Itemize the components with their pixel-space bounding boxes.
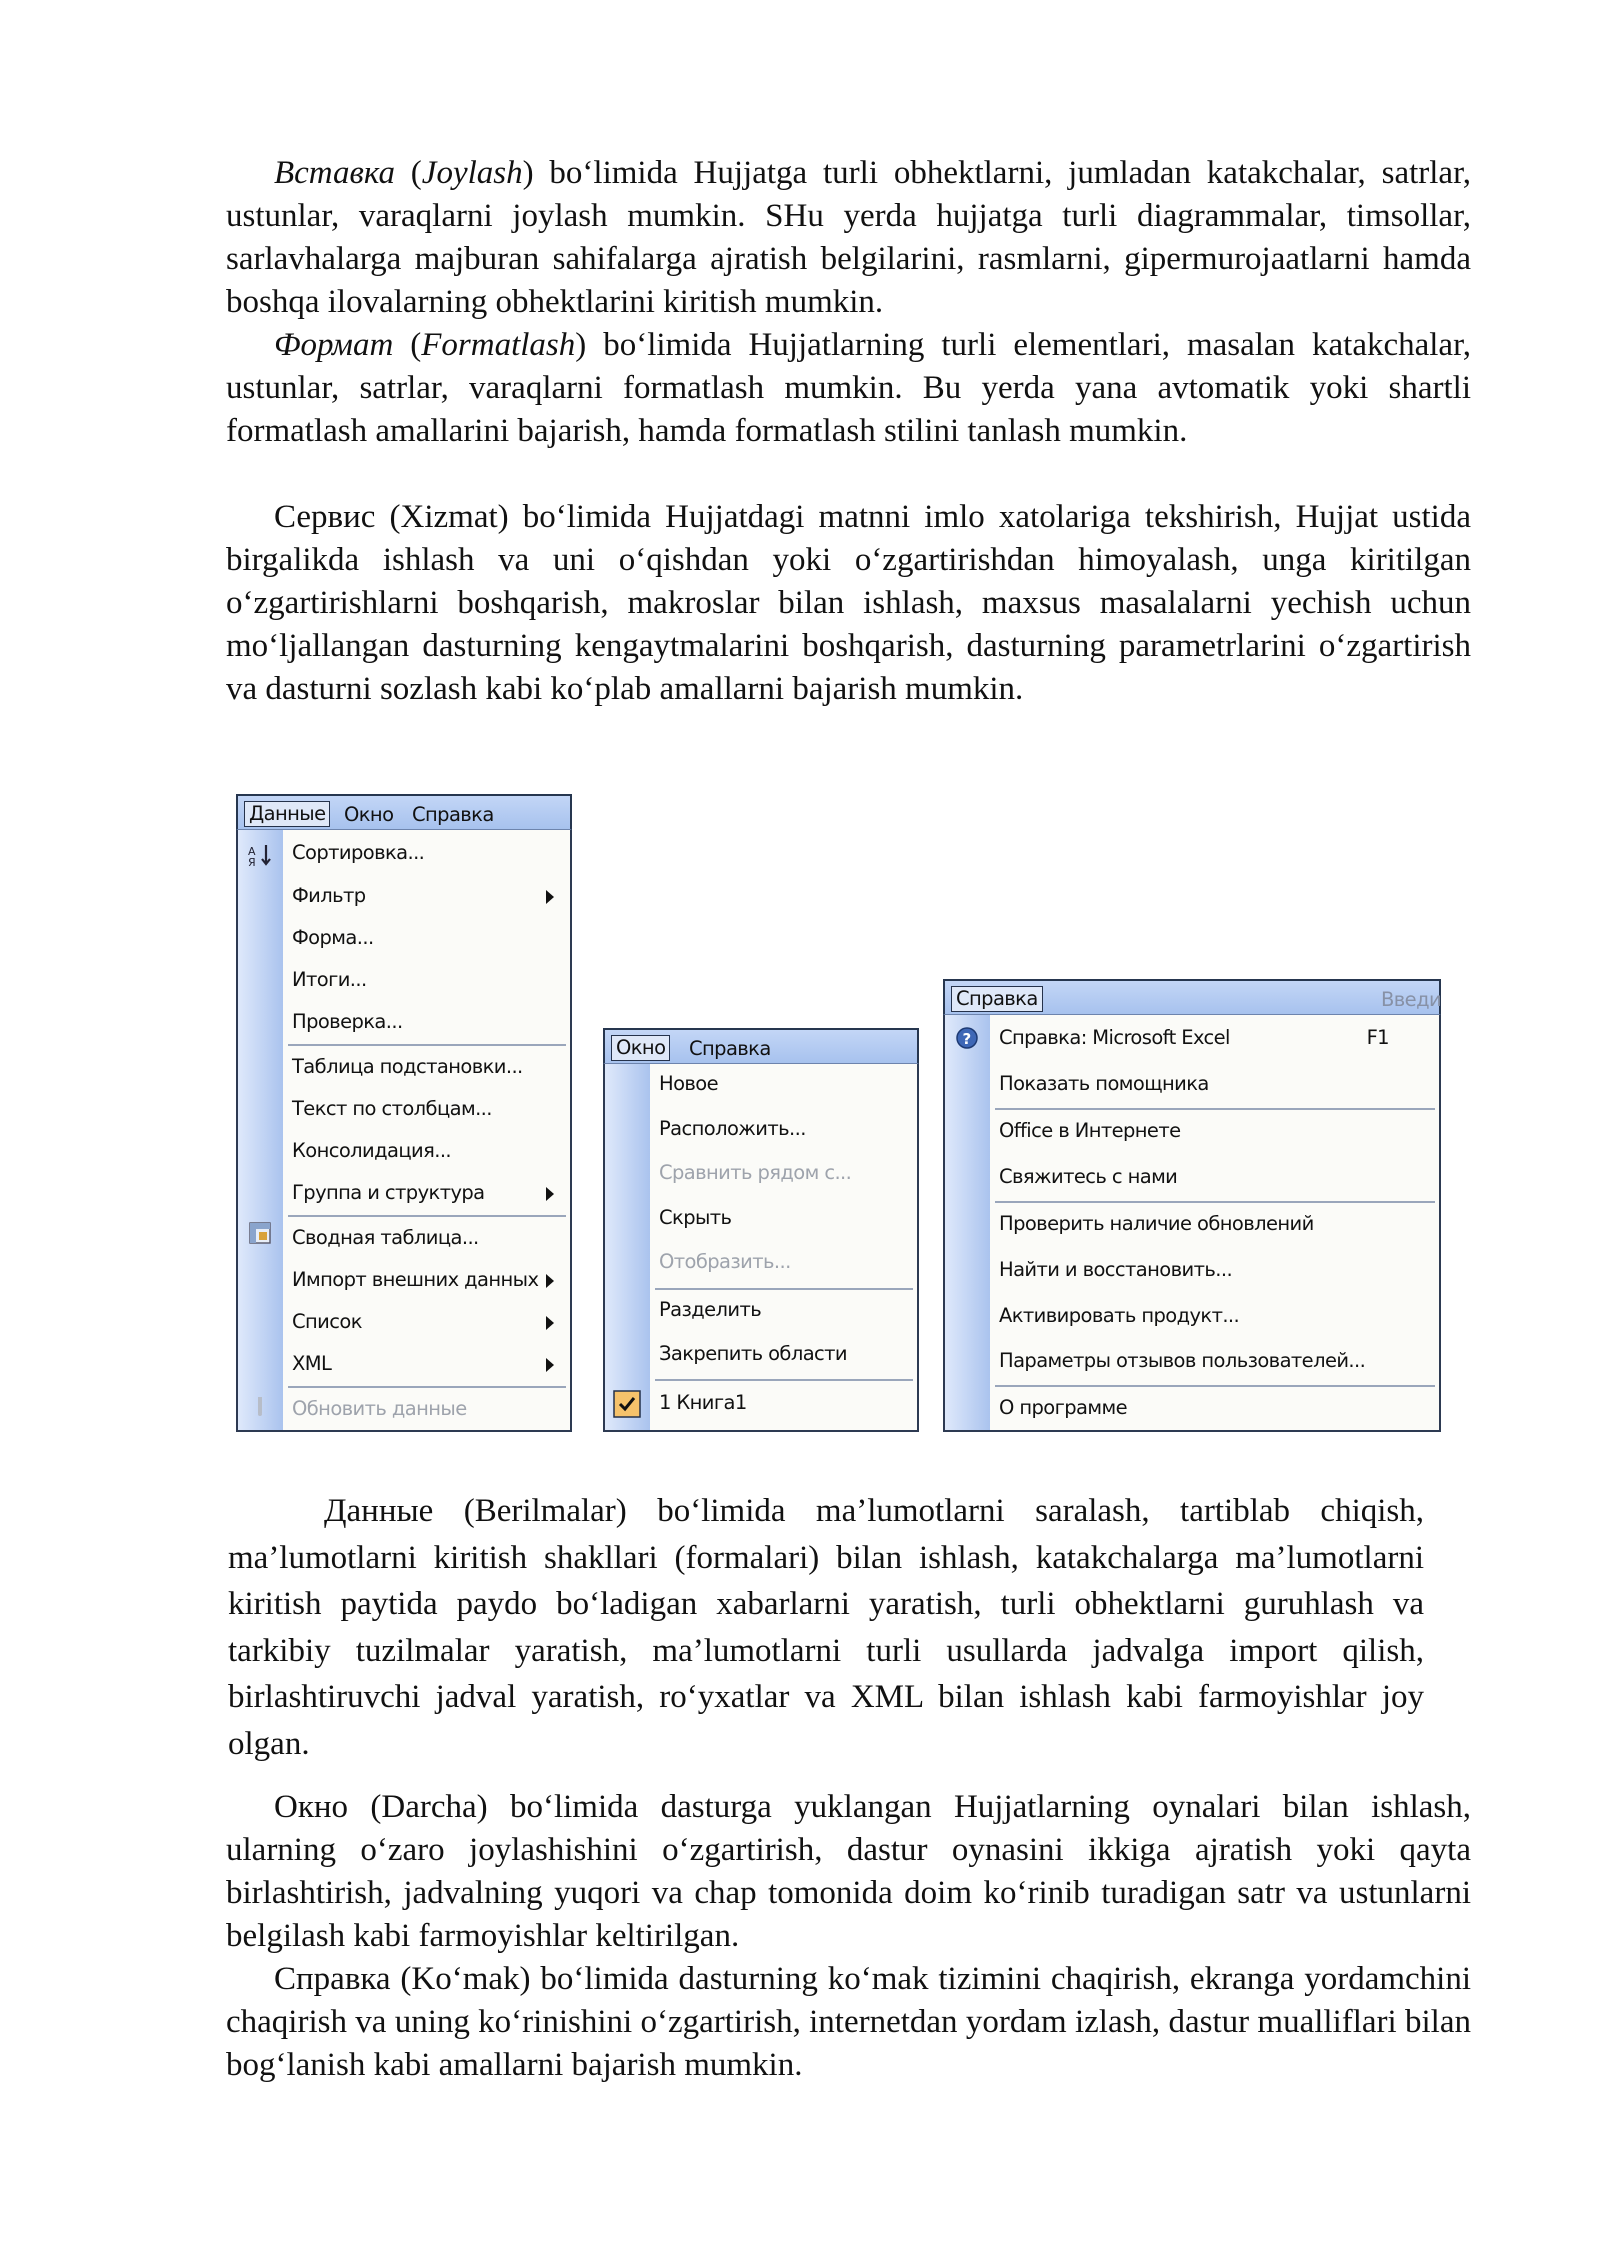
menu-bar-window[interactable]: Окно	[611, 1035, 670, 1061]
menu-item-xml[interactable]	[292, 1349, 562, 1379]
menu-item-pivot-table[interactable]: Сводная таблица...	[292, 1226, 479, 1249]
menu-item-label: XML	[292, 1352, 332, 1375]
paragraph-dannye: Данные (Berilmalar) boʻlimida ma’lumotlarni saralash, tartiblab chiqish, ma’lumotlarni kiritish shakllari (formalari) bilan ishlash, katakchalarga ma’lumotlarni kiritish paytida paydo boʻladigan xabarlarni yaratish, turli obhektlarni guruhlash va tarkibiy tuzilmalar yaratish, ma’lumotlarni turli usullarda jadvalga import qilish, birlashtiruvchi jadval yaratish, roʻyxatlar va XML bilan ishlash kabi farmoyishlar joy olgan.	[228, 1493, 1424, 1762]
paragraph-vstavka: Вставка (Joylash) boʻlimida Hujjatga turli obhektlarni, jumladan katakchalar, satrlar, ustunlar, varaqlarni joylash mumkin. SHu yerda hujjatga turli diagrammalar, timsollar, sarlavhalarga majburan sahifalarga ajratish belgilarini, rasmlarni, gipermurojaatlarni hamda boshqa ilovalarning obhektlarini kiritish mumkin.	[226, 155, 1471, 320]
window-menu-screenshot	[603, 1028, 919, 1432]
menu-item-label: Справка: Microsoft Excel	[999, 1026, 1230, 1049]
menu-dropdown	[603, 1064, 919, 1432]
menu-item-freeze-panes[interactable]: Закрепить области	[659, 1342, 847, 1365]
menu-separator	[655, 1379, 913, 1381]
paragraph-text: boʻlimida Hujjatga turli obhektlarni, jumladan katakchalar, satrlar, ustunlar, varaqlarni joylash mumkin. SHu yerda hujjatga turli diagrammalar, timsollar, sarlavhalarga majburan sahifalarga ajratish belgilarini, rasmlarni, gipermurojaatlarni hamda boshqa ilovalarning obhektlarini kiritish mumkin.	[226, 155, 1471, 320]
menu-item-refresh-data: Обновить данные	[292, 1397, 467, 1420]
menu-gutter	[945, 1015, 990, 1430]
menu-separator	[288, 1044, 566, 1046]
menu-item-arrange[interactable]: Расположить...	[659, 1117, 806, 1140]
paragraph-format: Формат (Formatlash) boʻlimida Hujjatlarning turli elementlari, masalan katakchalar, ustunlar, satrlar, varaqlarni formatlash mumkin. Bu yerda yana avtomatik yoki shartli formatlash amallarini bajarish, hamda formatlash stilini tanlash mumkin.	[226, 327, 1471, 449]
data-menu-screenshot	[236, 794, 572, 1432]
submenu-arrow-icon	[546, 1358, 554, 1372]
menu-item-hide[interactable]: Скрыть	[659, 1206, 732, 1229]
paragraph-lead: Вставка	[274, 155, 395, 191]
menu-bar-help[interactable]: Справка	[412, 803, 494, 826]
menu-item-show-assistant[interactable]: Показать помощника	[999, 1072, 1209, 1095]
menu-item-consolidate[interactable]: Консолидация...	[292, 1139, 452, 1162]
submenu-arrow-icon	[546, 1187, 554, 1201]
menu-item-sort[interactable]: Сортировка...	[292, 841, 425, 864]
paragraph-lead: Формат	[274, 327, 394, 363]
menu-bar-help[interactable]: Справка	[951, 986, 1043, 1012]
menu-item-workbook-1[interactable]: 1 Книга1	[659, 1391, 747, 1414]
menu-item-text-to-columns[interactable]: Текст по столбцам...	[292, 1097, 492, 1120]
menu-item-unhide: Отобразить...	[659, 1250, 791, 1273]
menu-separator	[288, 1386, 566, 1388]
help-question-icon	[954, 1025, 980, 1051]
menu-item-feedback-options[interactable]: Параметры отзывов пользователей...	[999, 1349, 1366, 1372]
help-menu-screenshot	[943, 979, 1441, 1432]
paragraph-spravka: Справка (Koʻmak) boʻlimida dasturning koʻmak tizimini chaqirish, ekranga yordamchini chaqirish va uning koʻrinishini oʻzgartirish, internetdan yordam izlash, dastur mualliflari bilan bogʻlanish kabi amallarni bajarish mumkin.	[226, 1961, 1471, 2083]
paragraph-okno: Окно (Darcha) boʻlimida dasturga yuklangan Hujjatlarning oynalari bilan ishlash, ularning oʻzaro joylashishini oʻzgartirish, dastur oynasini ikkiga ajratish yoki qayta birlashtirish, jadvalning yuqori va chap tomonida doim koʻrinib turadigan satr va ustunlarni belgilash kabi farmoyishlar keltirilgan.	[226, 1789, 1471, 1954]
menu-dropdown	[943, 1015, 1441, 1432]
menu-separator	[655, 1288, 913, 1290]
submenu-arrow-icon	[546, 890, 554, 904]
menu-item-detect-repair[interactable]: Найти и восстановить...	[999, 1258, 1233, 1281]
menu-item-subtotals[interactable]: Итоги...	[292, 968, 367, 991]
menu-separator	[995, 1201, 1435, 1203]
paragraph-lead-translation: Formatlash	[421, 327, 576, 363]
svg-text:Я: Я	[248, 856, 256, 868]
menu-item-new-window[interactable]: Новое	[659, 1072, 719, 1095]
menu-item-compare-side-by-side: Сравнить рядом с...	[659, 1161, 852, 1184]
menu-item-group-outline[interactable]	[292, 1178, 562, 1208]
sort-icon	[247, 842, 273, 868]
paragraph-servis: Сервис (Xizmat) boʻlimida Hujjatdagi matnni imlo xatolariga tekshirish, Hujjat ustida birgalikda ishlash va uni oʻqishdan yoki oʻzgartirishdan himoyalash, unga kiritilgan oʻzgartirishlarni boshqarish, makroslar bilan ishlash, maxsus masalalarni yechish uchun moʻljallangan dasturning kengaytmalarini boshqarish, dasturning parametrlarini oʻzgartirish va dasturni sozlash kabi koʻplab amallarni bajarish mumkin.	[226, 499, 1471, 707]
menu-item-label: Фильтр	[292, 884, 366, 907]
menu-item-about[interactable]: О программе	[999, 1396, 1127, 1419]
menu-item-data-table[interactable]: Таблица подстановки...	[292, 1055, 523, 1078]
menu-bar	[943, 979, 1441, 1015]
menu-item-activate-product[interactable]: Активировать продукт...	[999, 1304, 1240, 1327]
menu-item-split[interactable]: Разделить	[659, 1298, 762, 1321]
menu-gutter	[605, 1064, 650, 1430]
menu-separator	[995, 1385, 1435, 1387]
menu-bar	[603, 1028, 919, 1064]
menu-separator	[288, 1215, 566, 1217]
checkmark-icon	[613, 1390, 641, 1418]
menu-item-office-online[interactable]: Office в Интернете	[999, 1119, 1181, 1142]
menu-gutter	[238, 830, 283, 1430]
menu-item-form[interactable]: Форма...	[292, 926, 374, 949]
ask-question-box[interactable]: Введи	[1381, 988, 1442, 1011]
svg-text:A: A	[248, 845, 255, 858]
menu-item-label: Группа и структура	[292, 1181, 485, 1204]
paragraph-lead-translation: Joylash	[421, 155, 523, 191]
menu-bar-window[interactable]: Окно	[344, 803, 394, 826]
menu-bar	[236, 794, 572, 830]
submenu-arrow-icon	[546, 1316, 554, 1330]
menu-item-check-updates[interactable]: Проверить наличие обновлений	[999, 1212, 1314, 1235]
menu-item-list[interactable]	[292, 1307, 562, 1337]
shortcut-label: F1	[1366, 1026, 1389, 1049]
pivot-table-icon	[247, 1220, 273, 1246]
menu-separator	[995, 1108, 1435, 1110]
paragraph-text: boʻlimida Hujjatlarning turli elementlari, masalan katakchalar, ustunlar, satrlar, varaqlarni formatlash mumkin. Bu yerda yana avtomatik yoki shartli formatlash amallarini bajarish, hamda formatlash stilini tanlash mumkin.	[226, 327, 1471, 449]
menu-item-label: Список	[292, 1310, 362, 1333]
menu-item-contact-us[interactable]: Свяжитесь с нами	[999, 1165, 1178, 1188]
menu-bar-help[interactable]: Справка	[689, 1037, 771, 1060]
refresh-icon	[247, 1393, 273, 1419]
submenu-arrow-icon	[546, 1274, 554, 1288]
menu-bar-data[interactable]: Данные	[244, 801, 330, 827]
menu-dropdown	[236, 830, 572, 1432]
menu-item-label: Импорт внешних данных	[292, 1268, 539, 1291]
menu-item-import-external[interactable]	[292, 1265, 562, 1295]
menu-item-validation[interactable]: Проверка...	[292, 1010, 403, 1033]
svg-text:?: ?	[962, 1030, 971, 1048]
menu-item-excel-help[interactable]	[999, 1023, 1431, 1053]
menu-item-filter[interactable]	[292, 881, 562, 911]
